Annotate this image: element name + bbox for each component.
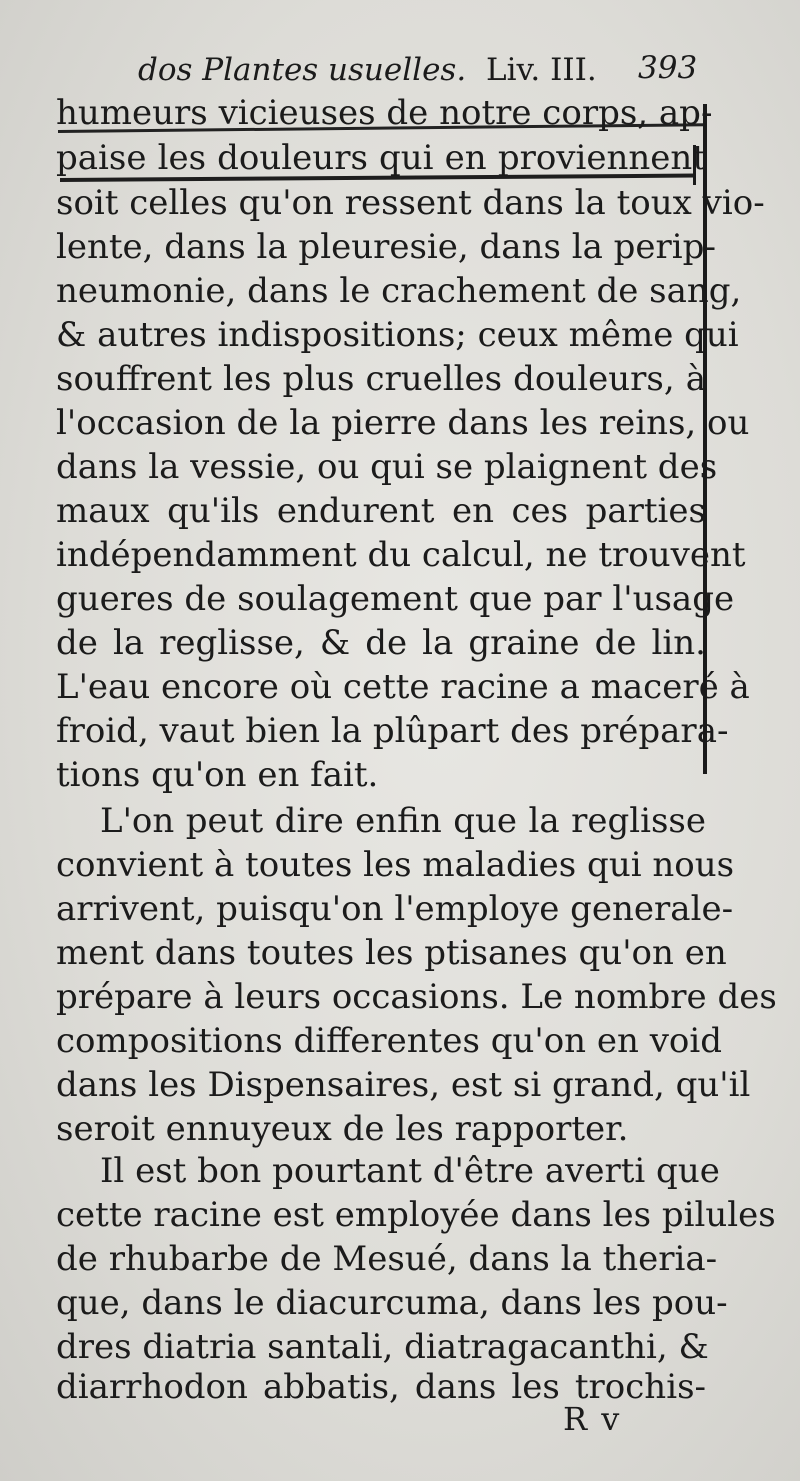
text-line: froid, vaut bien la plûpart des prépara- xyxy=(56,711,729,751)
text-line: de rhubarbe de Mesué, dans la theria- xyxy=(56,1239,718,1279)
text-line: soit celles qu'on ressent dans la toux vio- xyxy=(56,183,765,223)
text-line: L'eau encore où cette racine a maceré à xyxy=(56,667,750,707)
text-line: de la reglisse, & de la graine de lin. xyxy=(56,623,706,663)
text-line: dans la vessie, ou qui se plaignent des xyxy=(56,447,718,487)
text-line: & autres indispositions; ceux même qui xyxy=(56,315,739,355)
text-line: tions qu'on en fait. xyxy=(56,755,379,795)
text-line: cette racine est employée dans les pilules xyxy=(56,1195,776,1235)
catchword: R v xyxy=(563,1400,622,1438)
page-number: 393 xyxy=(638,50,698,86)
text-line: L'on peut dire enfin que la reglisse xyxy=(100,801,706,841)
text-line: ment dans toutes les ptisanes qu'on en xyxy=(56,933,727,973)
text-line: souffrent les plus cruelles douleurs, à xyxy=(56,359,706,399)
text-line: dans les Dispensaires, est si grand, qu'il xyxy=(56,1065,751,1105)
text-line: gueres de soulagement que par l'usage xyxy=(56,579,735,619)
text-line: arrivent, puisqu'on l'employe generale- xyxy=(56,889,734,929)
text-line: indépendamment du calcul, ne trouvent xyxy=(56,535,746,575)
text-line: humeurs vicieuses de notre corps, ap- xyxy=(56,93,713,133)
running-title: dos Plantes usuelles. xyxy=(138,52,467,88)
text-line: compositions differentes qu'on en void xyxy=(56,1021,723,1061)
text-line: Il est bon pourtant d'être averti que xyxy=(100,1151,720,1191)
text-line: paise les douleurs qui en proviennent xyxy=(56,138,706,178)
text-line: l'occasion de la pierre dans les reins, ou xyxy=(56,403,750,443)
page-header xyxy=(138,52,720,88)
text-line: dres diatria santali, diatragacanthi, & xyxy=(56,1327,709,1367)
text-line: maux qu'ils endurent en ces parties xyxy=(56,491,706,531)
text-line: neumonie, dans le crachement de sang, xyxy=(56,271,742,311)
text-line: diarrhodon abbatis, dans les trochis- xyxy=(56,1367,706,1407)
text-line: lente, dans la pleuresie, dans la perip- xyxy=(56,227,716,267)
book-number: Liv. III. xyxy=(486,52,597,88)
text-line: que, dans le diacurcuma, dans les pou- xyxy=(56,1283,728,1323)
text-line: convient à toutes les maladies qui nous xyxy=(56,845,735,885)
text-line: prépare à leurs occasions. Le nombre des xyxy=(56,977,777,1017)
text-line: seroit ennuyeux de les rapporter. xyxy=(56,1109,629,1149)
